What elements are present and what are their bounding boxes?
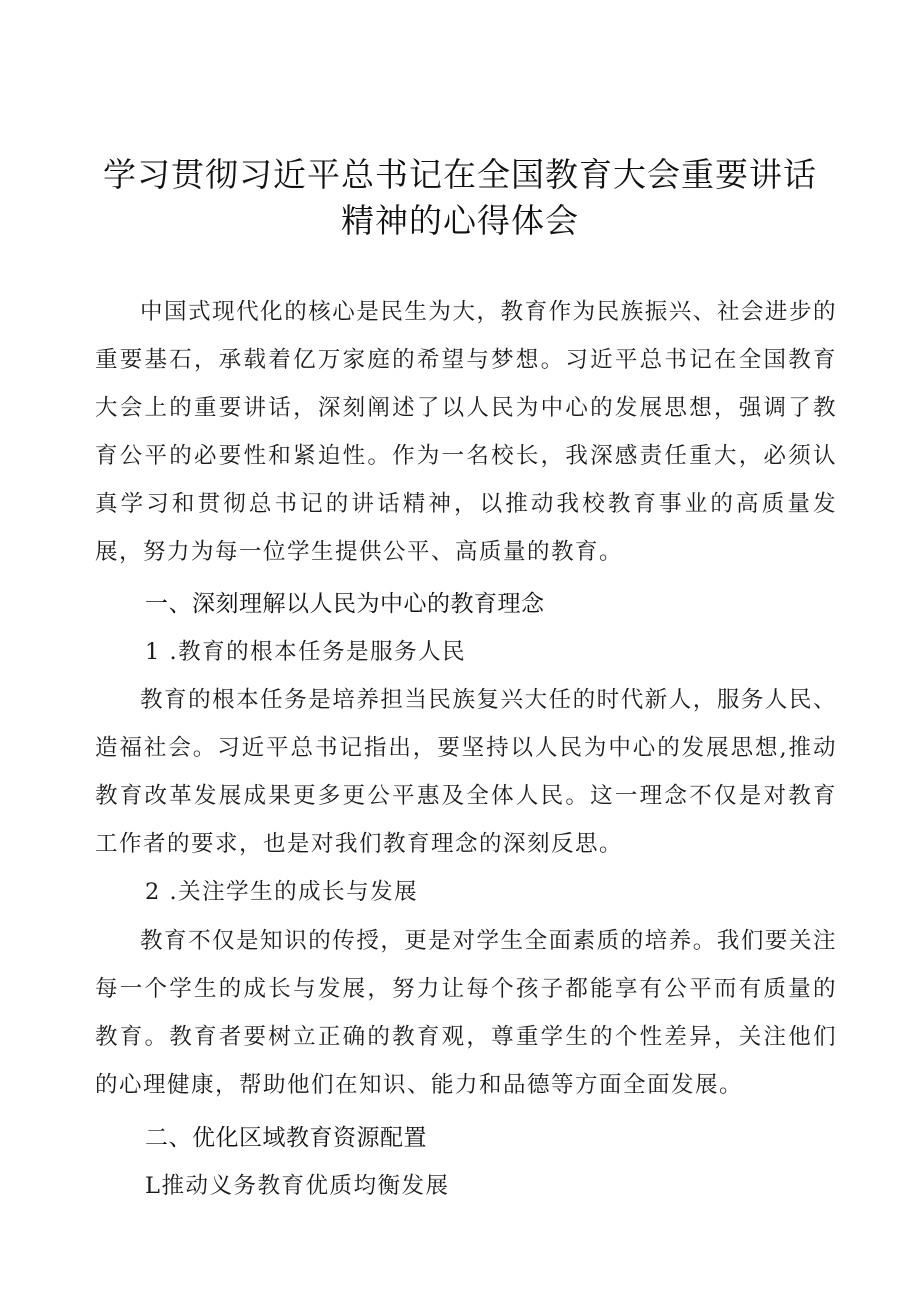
section-1-item-1-title: 1 .教育的根本任务是服务人民 xyxy=(145,639,467,665)
document-title-line-2: 精神的心得体会 xyxy=(341,201,579,240)
section-1-item-1-text: 教育的根本任务是培养担当民族复兴大任的时代新人，服务人民、造福社会。习近平总书记指出，要坚持以人民为中心的发展思想,推动教育改革发展成果更多更公平惠及全体人民。这一理念不仅是对教育工作者的要求，也是对我们教育理念的深刻反思。 xyxy=(95,687,837,857)
section-1-item-2-title: 2 .关注学生的成长与发展 xyxy=(145,879,419,905)
intro-paragraph xyxy=(95,288,837,576)
section-1-item-2-body xyxy=(95,917,837,1109)
section-1-item-2-text: 教育不仅是知识的传授，更是对学生全面素质的培养。我们要关注每一个学生的成长与发展，努力让每个孩子都能享有公平而有质量的教育。教育者要树立正确的教育观，尊重学生的个性差异，关注他们的心理健康，帮助他们在知识、能力和品德等方面全面发展。 xyxy=(95,928,837,1098)
section-1-heading: 一、深刻理解以人民为中心的教育理念 xyxy=(145,591,545,617)
section-2-heading: 二、优化区域教育资源配置 xyxy=(145,1125,427,1151)
section-1-item-1-body xyxy=(95,676,837,868)
section-2-item-1-title: L推动义务教育优质均衡发展 xyxy=(145,1173,450,1199)
document-title-line-1: 学习贯彻习近平总书记在全国教育大会重要讲话 xyxy=(103,155,817,194)
intro-text: 中国式现代化的核心是民生为大，教育作为民族振兴、社会进步的重要基石，承载着亿万家庭的希望与梦想。习近平总书记在全国教育大会上的重要讲话，深刻阐述了以人民为中心的发展思想，强调了教育公平的必要性和紧迫性。作为一名校长，我深感责任重大，必须认真学习和贯彻总书记的讲话精神，以推动我校教育事业的高质量发展，努力为每一位学生提供公平、高质量的教育。 xyxy=(95,299,837,565)
